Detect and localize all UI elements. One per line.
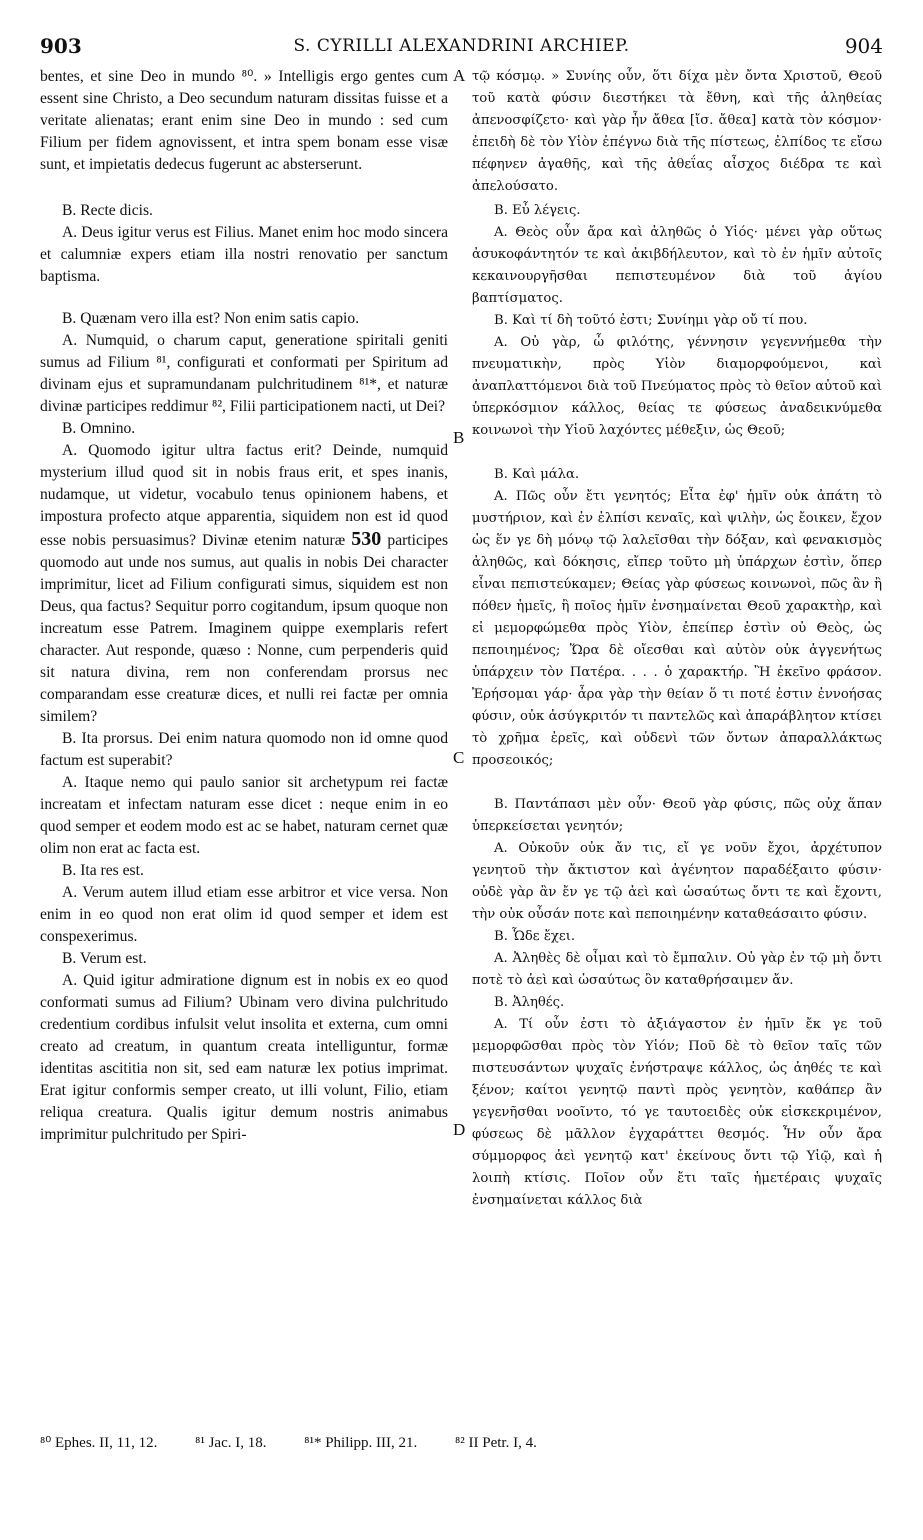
greek-column [472, 66, 882, 1212]
latin-paragraph: A. Numquid, o charum caput, generatione spiritali geniti sumus ad Filium ⁸¹, configurati et conformati per Spiritum ad divinam ejus et supramundanam pulchritudinem ⁸¹*, et naturæ divinæ participes reddimur ⁸², Filii participationem nacti, ut Dei? [40, 332, 448, 415]
latin-text: A. Quomodo igitur ultra factus erit? Deinde, numquid mysterium illud quod sit in nobis fraus erit, et spes inanis, nudamque, ut videtur, vocabulo tenus opinionem habens, et impostura profecto atque apparentia, siquidem non est id quod esse nobis persuasimus? Divinæ etenim naturæ [40, 442, 448, 549]
page-number-left: 903 [40, 34, 82, 58]
latin-paragraph: B. Ita prorsus. Dei enim natura quomodo non id omne quod factum est superabit? [40, 730, 448, 769]
latin-paragraph: B. Omnino. [62, 420, 136, 437]
margin-letter-d: D [453, 1120, 466, 1139]
latin-paragraph: B. Ita res est. [62, 862, 144, 879]
latin-paragraph: A. Deus igitur verus est Filius. Manet enim hoc modo sincera et calumniæ expers etiam illa nostri renovatio per sanctum baptisma. [40, 224, 448, 285]
margin-letter-c: C [453, 748, 465, 767]
greek-paragraph: Α. Πῶς οὖν ἔτι γενητός; Εἶτα ἐφ' ἡμῖν οὐκ ἀπάτη τὸ μυστήριον, καὶ ἐν ἐλπίσι κεναῖς, καὶ ψιλὴν, ὡς ἔοικεν, ἔχον ὡς ἕν γε δὴ μόνῳ τῷ λαλεῖσθαι τὴν δόξαν, καὶ φενακισμὸς ἀληθῶς, καὶ δόκησις, εἴπερ τοῦτο μὴ ὑπάρχων ἐστὶν, ὅπερ εἶναι πεπιστεύκαμεν; Θείας γὰρ φύσεως κοινωνοὶ, πῶς ἂν ἢ πόθεν ἡμεῖς, ἢ ποῖος ἡμῖν ἐνσημαίνεται Θεοῦ χαρακτὴρ, καὶ εἰ μεμορφώμεθα πρὸς Υἱὸν, ἐπείπερ ἐστὶν οὐ Θεὸς, ὡς πεποιημένος; Ὥρα δὲ οἴεσθαι καὶ αὐτὸν οὐκ ἀγγενήτως ὑπάρχειν τὸν Πατέρα. . . . ὁ χαρακτήρ. Ἢ ἐκεῖνο φράσον. Ἐρήσομαι γάρ· ἆρα γὰρ τὴν θείαν ὅ τι ποτέ ἐστιν ἐννοήσας φύσιν, οὐκ ἀσύγκριτόν τι παντελῶς καὶ ἀπαράβλητον κτίσει τὸ χρῆμα ἐρεῖς, καὶ οὐδενὶ τῶν ὄντων ἀπαραλλάκτως προσεοικός; [472, 489, 882, 768]
greek-paragraph: τῷ κόσμῳ. » Συνίης οὖν, ὅτι δίχα μὲν ὄντα Χριστοῦ, Θεοῦ τοῦ κατὰ φύσιν διεστήκει τὰ ἔθνη, καὶ τῆς ἀληθείας ἀπενοσφίζετο· καὶ γὰρ ἦν ἄθεα [ἴσ. ἄθεα] κατὰ τὸν κόσμον· ἐπειδὴ δὲ τὸν Υἱὸν ἐπέγνω διὰ τῆς πίστεως, ἐλπίδος τε εἴσω πέφηνεν ἀγαθῆς, καὶ τῆς ἀθεΐας αἶσχος διέδρα τε καὶ ἀπελούσατο. [472, 69, 882, 194]
greek-paragraph: Α. Θεὸς οὖν ἄρα καὶ ἀληθῶς ὁ Υἱός· μένει γὰρ οὕτως ἀσυκοφάντητόν τε καὶ ἀκιβδήλευτον, καὶ τὸ ἐν ἡμῖν αὐτοῖς κεκαινουργῆσθαι πεπιστευμένον διὰ τοῦ ἁγίου βαπτίσματος. [472, 225, 882, 306]
running-title: S. CYRILLI ALEXANDRINI ARCHIEP. [293, 36, 630, 56]
greek-paragraph: Α. Τί οὖν ἐστι τὸ ἀξιάγαστον ἐν ἡμῖν ἔκ γε τοῦ μεμορφῶσθαι πρὸς τὸν Υἱόν; Ποῦ δὲ τὸ θεῖον ταῖς τῶν πιστευσάντων ψυχαῖς ἐνήστραψε κάλλος, ὡς ἀηθές τε καὶ ξένον; καίτοι γενητῷ παντὶ πρὸς γενητὸν, καθάπερ ἂν γεγενῆσθαι νοοῖντο, τό γε ταυτοειδὲς οὐκ εἰσκεκριμένον, φύσεως δὲ μᾶλλον ἐγχαράττει θεσμός. Ἦν οὖν ἄρα σύμμορφος ἀεὶ γενητῷ κατ' ἐκείνους ὄντι τῷ Υἱῷ, καὶ ἡ λοιπὴ κτίσις. Ποῖον οὖν ἔτι ταῖς ἡμετέραις ψυχαῖς ἐνσημαίνεται κάλλος διὰ [472, 1017, 882, 1208]
greek-paragraph: Β. Εὖ λέγεις. [494, 203, 581, 218]
latin-paragraph: bentes, et sine Deo in mundo ⁸⁰. » Intelligis ergo gentes cum essent sine Christo, a Deo secundum naturam dissitas fuisse et a veritate alienatas; erant enim sine Deo in mundo : sed cum Filium per fidem agnovissent, et intra spem bonam esse visæ sunt, et impietatis dedecus fugerunt ac absterserunt. [40, 68, 448, 173]
greek-paragraph: Α. Ἀληθὲς δὲ οἶμαι καὶ τὸ ἔμπαλιν. Οὐ γὰρ ἐν τῷ μὴ ὄντι ποτὲ τὸ ἀεὶ καὶ ὡσαύτως ὂν καταθρήσαιμεν ἄν. [472, 951, 882, 988]
page-number-right: 904 [844, 34, 883, 58]
greek-paragraph: Β. Καὶ τί δὴ τοῦτό ἐστι; Συνίημι γὰρ οὔ τί που. [494, 313, 808, 328]
latin-paragraph: A. Quid igitur admiratione dignum est in nobis ex eo quod conformati sumus ad Filium? Ubinam vero divina pulchritudo credentium cordibus infulsit velut insolita et externa, cum omni creato ad creatum, in quantum creata intelliguntur, formæ identitas ascititia non sit, sed eam naturæ lex potius imprimat. Erat igitur conformis semper creato, ut illi volunt, Filio, etiam reliqua creatura. Qualis igitur demum nostris animabus imprimitur pulchritudo per Spiri- [40, 972, 448, 1143]
greek-paragraph: Α. Οὐ γὰρ, ὦ φιλότης, γέννησιν γεγεννήμεθα τὴν πνευματικὴν, πρὸς Υἱὸν διαμορφούμενοι, καὶ ἀναπλαττόμενοι διὰ τοῦ Πνεύματος πρὸς τὸ θεῖον αὐτοῦ καὶ ὑπερκόσμιον κάλλος, θείας τε φύσεως ἀναδεικνύμεθα κοινωνοὶ τὴν Υἱοῦ λαχόντες μέθεξιν, ὡς Θεοῦ; [472, 335, 882, 438]
footnote: ⁸¹ Jac. I, 18. [195, 1435, 267, 1451]
latin-paragraph: A. Itaque nemo qui paulo sanior sit archetypum rei factæ increatam et infectam naturam esse dicet : neque enim in eo quod semper et eodem modo est ac se habet, naturam cernet quæ olim non erat ac facta est. [40, 774, 448, 857]
latin-paragraph: B. Verum est. [62, 950, 147, 967]
latin-text: participes quomodo aut unde nos sumus, aut qualis in nobis Dei character imprimitur, licet ad Filium configurati simus, siquidem est non Deus, qua factus? Sequitur porro cogitandum, ipsum quoque non increatum esse Patrem. Imaginem quippe exemplaris refert character. Aut responde, quæso : Nonne, cum perpenderis quid sit natura divina, rem non conferendam prorsus nec comparandam esse creaturæ dices, et nulli rei factæ per omnia similem? [40, 532, 449, 725]
footnote: ⁸² II Petr. I, 4. [455, 1435, 537, 1451]
latin-column [40, 66, 448, 1146]
latin-paragraph [40, 440, 448, 728]
latin-paragraph: B. Recte dicis. [62, 202, 153, 219]
greek-paragraph: Β. Ἀληθές. [494, 995, 565, 1010]
margin-letter-b: B [453, 428, 465, 447]
column-mark-number: 530 [351, 528, 382, 550]
footnotes [40, 1433, 890, 1452]
page-header [0, 34, 923, 60]
greek-paragraph: Β. Καὶ μάλα. [494, 467, 580, 482]
margin-letter-a: A [453, 66, 466, 85]
footnote: ⁸¹* Philipp. III, 21. [304, 1435, 418, 1451]
latin-paragraph: B. Quænam vero illa est? Non enim satis capio. [62, 310, 360, 327]
greek-paragraph: Β. Παντάπασι μὲν οὖν· Θεοῦ γὰρ φύσις, πῶς οὐχ ἅπαν ὑπερκείσεται γενητόν; [472, 797, 882, 834]
footnote: ⁸⁰ Ephes. II, 11, 12. [40, 1435, 158, 1451]
greek-paragraph: Β. Ὧδε ἔχει. [494, 929, 576, 944]
greek-paragraph: Α. Οὐκοῦν οὐκ ἄν τις, εἴ γε νοῦν ἔχοι, ἀρχέτυπον γενητοῦ τὴν ἄκτιστον καὶ ἀγένητον παραδέξαιτο φύσιν· οὐδὲ γὰρ ἂν ἔν γε τῷ ἀεὶ καὶ ὡσαύτως ὄντι τε καὶ ἔχοντι, τὴν οὐκ οὖσάν ποτε καὶ πεποιημένην καταθεάσαιτο φύσιν. [472, 841, 882, 922]
latin-paragraph: A. Verum autem illud etiam esse arbitror et vice versa. Non enim in eo quod non erat olim id quod semper et idem est conspexerimus. [40, 884, 448, 945]
